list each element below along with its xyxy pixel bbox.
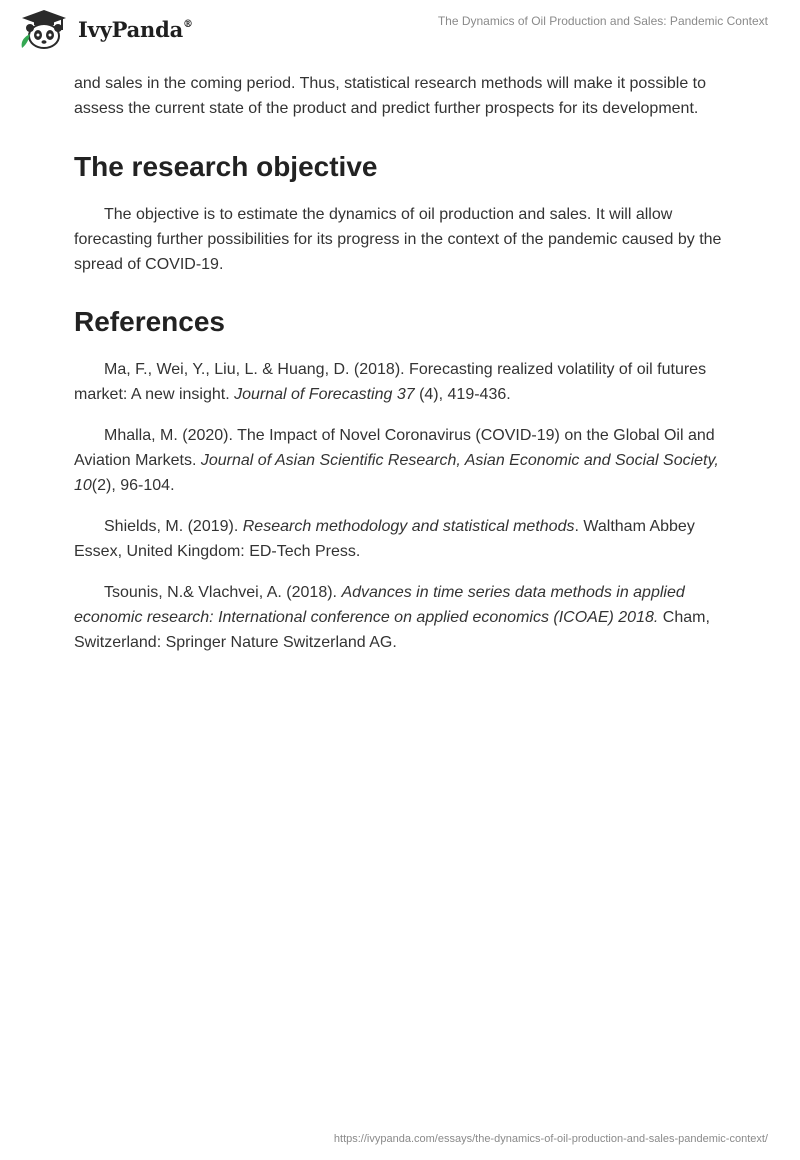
- page-header: [0, 0, 800, 70]
- document-title: The Dynamics of Oil Production and Sales: Pandemic Context: [437, 14, 768, 28]
- brand-text: IvyPanda: [78, 16, 184, 42]
- registered-mark: ®: [183, 18, 193, 30]
- reference-details: (2), 96-104.: [91, 477, 175, 494]
- objective-paragraph: The objective is to estimate the dynamics of oil production and sales. It will allow forecasting further possibilities for its progress in the context of the pandemic caused by the spread of COVID-19.: [74, 206, 722, 273]
- intro-paragraph: and sales in the coming period. Thus, statistical research methods will make it possible to assess the current state of the product and predict further prospects for its development.: [74, 75, 707, 117]
- reference-text: Shields, M. (2019).: [104, 518, 243, 535]
- reference-details: Cham, Switzerland: Springer Nature Switzerland AG.: [74, 609, 710, 651]
- reference-title: Journal of Forecasting 37: [234, 386, 415, 403]
- reference-text: Ma, F., Wei, Y., Liu, L. & Huang, D. (2018). Forecasting realized volatility of oil futures market: A new insight.: [74, 361, 707, 403]
- panda-graduate-icon: [16, 8, 72, 50]
- ivypanda-logo[interactable]: [16, 8, 193, 50]
- objective-heading: The research objective: [74, 151, 378, 182]
- references-heading: References: [74, 306, 225, 337]
- reference-title: Journal of Asian Scientific Research, Asian Economic and Social Society, 10: [74, 452, 719, 494]
- reference-item: [74, 357, 734, 407]
- source-url[interactable]: https://ivypanda.com/essays/the-dynamics-of-oil-production-and-sales-pandemic-context/: [333, 1133, 768, 1145]
- brand-name: [78, 17, 193, 42]
- reference-text: Tsounis, N.& Vlachvei, A. (2018).: [104, 584, 342, 601]
- reference-item: [74, 423, 734, 498]
- references-list: [74, 357, 734, 655]
- reference-details: (4), 419-436.: [414, 386, 511, 403]
- reference-title: Research methodology and statistical methods: [242, 518, 575, 535]
- reference-item: [74, 514, 734, 564]
- reference-item: [74, 580, 734, 655]
- reference-details: . Waltham Abbey Essex, United Kingdom: ED-Tech Press.: [74, 518, 695, 560]
- essay-content: [74, 71, 734, 671]
- reference-text: Mhalla, M. (2020). The Impact of Novel Coronavirus (COVID-19) on the Global Oil and Aviation Markets.: [74, 427, 715, 469]
- reference-title: Advances in time series data methods in applied economic research: International conference on applied economics (ICOAE) 2018.: [74, 584, 685, 626]
